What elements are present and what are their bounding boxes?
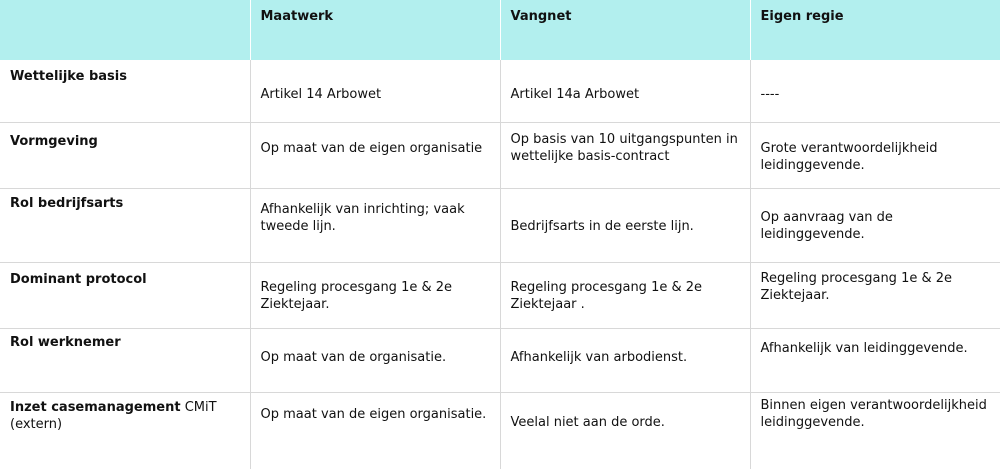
- header-empty: [0, 0, 250, 60]
- cell-vangnet: Regeling procesgang 1e & 2e Ziektejaar .: [500, 262, 750, 328]
- table-row: [0, 60, 1000, 122]
- cell-eigen-regie: Grote verantwoordelijkheid leidinggevende.: [750, 122, 1000, 188]
- row-label-wettelijke-basis: [0, 60, 250, 122]
- header-row: [0, 0, 1000, 60]
- row-label-text: Inzet casemanagement: [10, 399, 181, 415]
- table-row: [0, 122, 1000, 188]
- cell-maatwerk: Artikel 14 Arbowet: [250, 60, 500, 122]
- cell-maatwerk: Afhankelijk van inrichting; vaak tweede lijn.: [250, 188, 500, 262]
- cell-eigen-regie: Regeling procesgang 1e & 2e Ziektejaar.: [750, 262, 1000, 328]
- cell-eigen-regie: Op aanvraag van de leidinggevende.: [750, 188, 1000, 262]
- table-row: [0, 392, 1000, 469]
- row-label-rol-bedrijfsarts: [0, 188, 250, 262]
- cell-vangnet: Artikel 14a Arbowet: [500, 60, 750, 122]
- header-vangnet: Vangnet: [500, 0, 750, 60]
- cell-eigen-regie: Afhankelijk van leidinggevende.: [750, 328, 1000, 392]
- row-label-text: Dominant protocol: [10, 271, 147, 287]
- cell-vangnet: Bedrijfsarts in de eerste lijn.: [500, 188, 750, 262]
- table-row: [0, 188, 1000, 262]
- row-label-text: Vormgeving: [10, 133, 98, 149]
- cell-maatwerk: Op maat van de organisatie.: [250, 328, 500, 392]
- header-eigen-regie: Eigen regie: [750, 0, 1000, 60]
- cell-eigen-regie: ----: [750, 60, 1000, 122]
- header-maatwerk: Maatwerk: [250, 0, 500, 60]
- row-label-extra: CMiT (extern): [10, 399, 217, 432]
- cell-maatwerk: Op maat van de eigen organisatie: [250, 122, 500, 188]
- cell-vangnet: Veelal niet aan de orde.: [500, 392, 750, 469]
- cell-vangnet: Afhankelijk van arbodienst.: [500, 328, 750, 392]
- cell-maatwerk: Regeling procesgang 1e & 2e Ziektejaar.: [250, 262, 500, 328]
- table-row: [0, 328, 1000, 392]
- row-label-vormgeving: [0, 122, 250, 188]
- row-label-inzet-casemanagement: [0, 392, 250, 469]
- row-label-dominant-protocol: [0, 262, 250, 328]
- row-label-rol-werknemer: [0, 328, 250, 392]
- cell-maatwerk: Op maat van de eigen organisatie.: [250, 392, 500, 469]
- row-label-text: Rol bedrijfsarts: [10, 195, 124, 211]
- cell-vangnet: Op basis van 10 uitgangspunten in wettelijke basis-contract: [500, 122, 750, 188]
- table-row: [0, 262, 1000, 328]
- row-label-text: Wettelijke basis: [10, 69, 127, 84]
- cell-eigen-regie: Binnen eigen verantwoordelijkheid leidinggevende.: [750, 392, 1000, 469]
- row-label-text: Rol werknemer: [10, 334, 121, 350]
